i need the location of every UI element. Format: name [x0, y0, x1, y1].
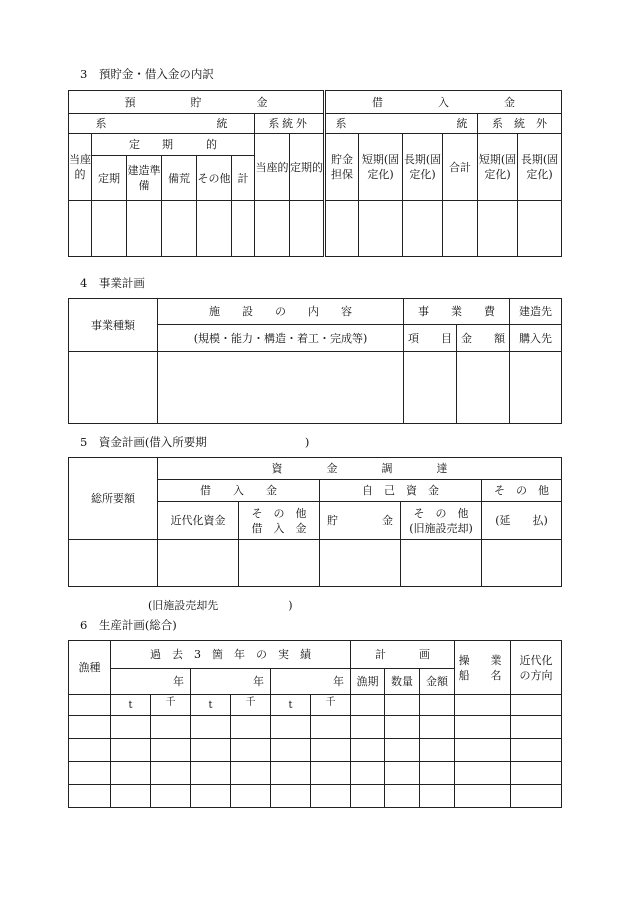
suryo-header: 数量 [385, 669, 420, 695]
keitogai-loan-header: 系 統 外 [478, 114, 562, 134]
sogyo-header: 操 業 船 名 [455, 641, 511, 695]
production-plan-table [68, 640, 562, 808]
fund-plan-table [68, 457, 562, 587]
shisetsu-naiyo-header: 施 設 の 内 容 [158, 299, 404, 325]
section6-title: 6 生産計画(総合) [80, 618, 177, 632]
enbarai-header: (延 払) [482, 502, 562, 540]
kingaku-header: 金額 [420, 669, 455, 695]
tozateki-header: 当座的 [69, 134, 92, 201]
unit-t-1: t [111, 695, 151, 716]
komoku-header: 項 目 [404, 325, 457, 352]
teiki-col: 定期 [92, 156, 127, 201]
deposit-loan-table [68, 90, 562, 257]
choki-header: 長期(固定化) [403, 134, 443, 201]
kyushisetsu-line: (旧施設売却先 ) [148, 599, 293, 612]
kenzo-col: 建造準備 [127, 156, 162, 201]
kindaika-houkou-header: 近代化 の方向 [511, 641, 562, 695]
loan-header: 借 入 金 [325, 91, 562, 114]
keito-loan-header: 系 統 [325, 114, 478, 134]
shisetsu-detail-header: (規模・能力・構造・着工・完成等) [158, 325, 404, 352]
biko-col: 備荒 [162, 156, 197, 201]
kenzosaki-header: 建造先 [510, 299, 562, 325]
business-plan-table [68, 298, 562, 424]
section3-title: 3 預貯金・借入金の内訳 [80, 67, 214, 81]
keitogai-deposit-header: 系統外 [255, 114, 325, 134]
kingaku-header: 金 額 [457, 325, 510, 352]
jigyohi-header: 事 業 費 [404, 299, 510, 325]
keikaku-header: 計 画 [351, 641, 455, 669]
jiko-shikin-header: 自 己 資 金 [320, 480, 482, 502]
tanki2-header: 短期(固定化) [478, 134, 518, 201]
tanki-header: 短期(固定化) [359, 134, 403, 201]
unit-sen-1: 千 [151, 695, 191, 716]
unit-t-2: t [191, 695, 231, 716]
section5-title: 5 資金計画(借入所要期 ) [80, 435, 310, 449]
keito-deposit-header: 系 統 [69, 114, 255, 134]
chokin-header: 貯 金 [320, 502, 401, 540]
unit-t-3: t [271, 695, 311, 716]
kariire-header: 借 入 金 [158, 480, 320, 502]
year-2: 年 [191, 669, 271, 695]
gyoshu-header: 漁種 [69, 641, 111, 695]
konyusaki-header: 購入先 [510, 325, 562, 352]
unit-sen-2: 千 [231, 695, 271, 716]
jigyo-shurui-header: 事業種類 [69, 299, 158, 352]
chokinhosho-header: 貯金担保 [325, 134, 359, 201]
teiki-header: 定 期 的 [92, 134, 255, 156]
kindaika-header: 近代化資金 [158, 502, 239, 540]
kako-header: 過 去 3 箇 年 の 実 績 [111, 641, 351, 669]
sonota-kariire-header: そ の 他 借 入 金 [239, 502, 320, 540]
choki2-header: 長期(固定化) [518, 134, 562, 201]
shikin-chotatsu-header: 資 金 調 達 [158, 458, 562, 480]
sonota-kyushisetsu-header: そ の 他 (旧施設売却) [401, 502, 482, 540]
year-1: 年 [111, 669, 191, 695]
tozateki2-header: 当座的 [255, 134, 290, 201]
kei-col: 計 [232, 156, 255, 201]
sonota-col: その他 [197, 156, 232, 201]
unit-sen-3: 千 [311, 695, 351, 716]
section4-title: 4 事業計画 [80, 276, 145, 290]
sonota-header: そ の 他 [482, 480, 562, 502]
gyoki-header: 漁期 [351, 669, 385, 695]
teikiteki-header: 定期的 [290, 134, 325, 201]
deposit-header: 預 貯 金 [69, 91, 325, 114]
gokei-header: 合計 [443, 134, 478, 201]
soshoyogaku-header: 総所要額 [69, 458, 158, 540]
year-3: 年 [271, 669, 351, 695]
